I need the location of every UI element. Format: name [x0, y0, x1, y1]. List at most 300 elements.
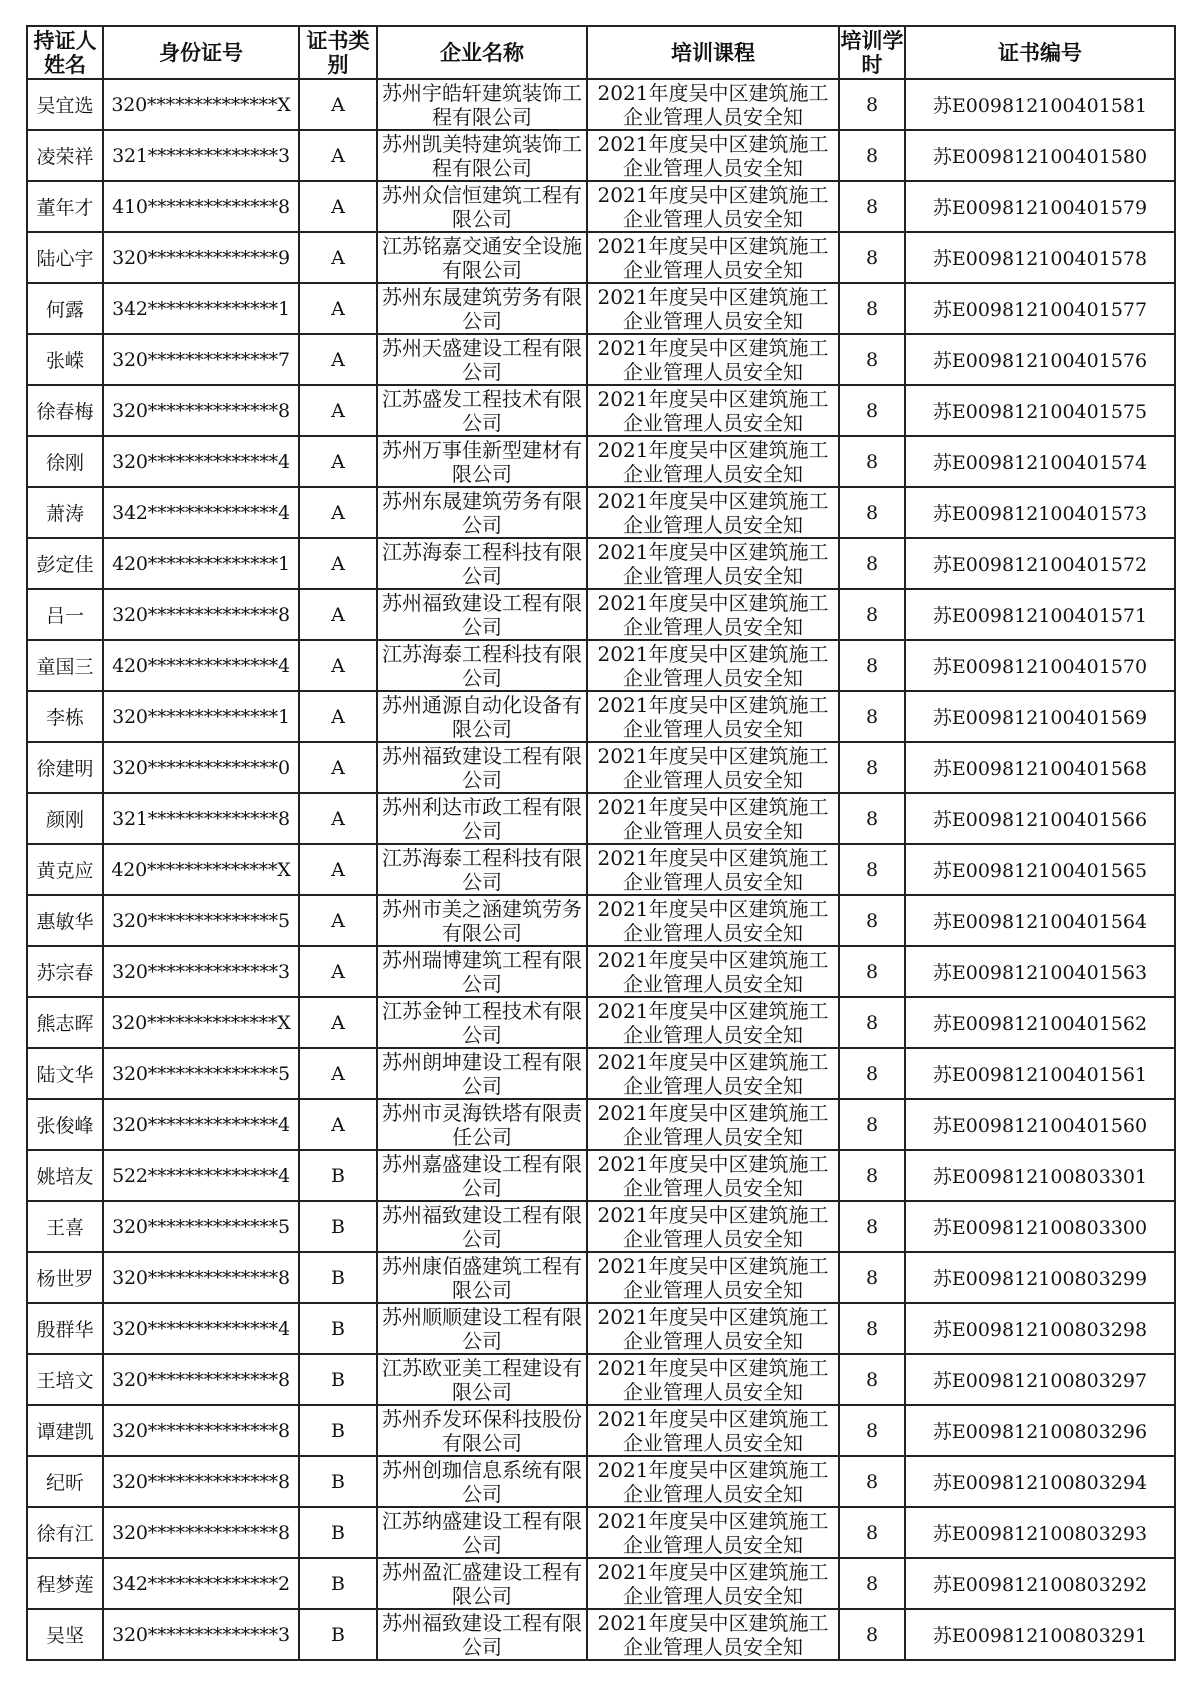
- cert-no-cell: 苏E009812100401562: [905, 997, 1175, 1048]
- cert-no-cell: 苏E009812100401569: [905, 691, 1175, 742]
- company-cell-text: 苏州顺顺建设工程有限公司: [382, 1305, 582, 1353]
- course-cell: [587, 436, 839, 487]
- company-cell: [377, 844, 587, 895]
- holder-name-cell: 吴坚: [27, 1609, 103, 1660]
- cert-type-cell: B: [299, 1252, 377, 1303]
- course-cell-text: 2021年度吴中区建筑施工企业管理人员安全知: [597, 1050, 829, 1098]
- company-cell: [377, 691, 587, 742]
- id-number-cell: 321**************8: [103, 793, 299, 844]
- course-cell-text: 2021年度吴中区建筑施工企业管理人员安全知: [597, 591, 829, 639]
- cert-no-cell: 苏E009812100803296: [905, 1405, 1175, 1456]
- cert-type-cell: A: [299, 334, 377, 385]
- company-cell-text: 苏州天盛建设工程有限公司: [382, 336, 582, 384]
- course-cell-text: 2021年度吴中区建筑施工企业管理人员安全知: [597, 693, 829, 741]
- company-cell: [377, 1507, 587, 1558]
- course-cell-text: 2021年度吴中区建筑施工企业管理人员安全知: [597, 540, 829, 588]
- id-number-cell: 420**************X: [103, 844, 299, 895]
- course-cell-text: 2021年度吴中区建筑施工企业管理人员安全知: [597, 846, 829, 894]
- id-number-cell: 320**************3: [103, 1609, 299, 1660]
- table-row: [27, 1354, 1175, 1405]
- cert-type-cell: A: [299, 640, 377, 691]
- company-cell-text: 江苏纳盛建设工程有限公司: [382, 1509, 582, 1557]
- company-cell-text: 苏州嘉盛建设工程有限公司: [382, 1152, 582, 1200]
- hours-cell: 8: [839, 385, 905, 436]
- table-row: [27, 487, 1175, 538]
- holder-name-cell: 徐建明: [27, 742, 103, 793]
- course-cell-text: 2021年度吴中区建筑施工企业管理人员安全知: [597, 1611, 829, 1659]
- course-cell: [587, 589, 839, 640]
- holder-name-cell: 徐春梅: [27, 385, 103, 436]
- course-cell: [587, 793, 839, 844]
- course-cell: [587, 1354, 839, 1405]
- hours-cell: 8: [839, 79, 905, 130]
- cert-no-cell: 苏E009812100401571: [905, 589, 1175, 640]
- id-number-cell: 320**************5: [103, 1048, 299, 1099]
- table-row: [27, 1201, 1175, 1252]
- cert-no-cell: 苏E009812100401572: [905, 538, 1175, 589]
- course-cell-text: 2021年度吴中区建筑施工企业管理人员安全知: [597, 1509, 829, 1557]
- cert-no-cell: 苏E009812100803301: [905, 1150, 1175, 1201]
- cert-no-cell: 苏E009812100401563: [905, 946, 1175, 997]
- table-row: [27, 1048, 1175, 1099]
- course-cell: [587, 1150, 839, 1201]
- cert-no-cell: 苏E009812100803294: [905, 1456, 1175, 1507]
- course-cell: [587, 79, 839, 130]
- id-number-cell: 320**************5: [103, 1201, 299, 1252]
- cert-type-cell: A: [299, 946, 377, 997]
- company-cell: [377, 895, 587, 946]
- course-cell: [587, 385, 839, 436]
- course-cell: [587, 1048, 839, 1099]
- holder-name-cell: 熊志晖: [27, 997, 103, 1048]
- id-number-cell: 320**************1: [103, 691, 299, 742]
- cert-type-cell: B: [299, 1150, 377, 1201]
- cert-type-cell: B: [299, 1507, 377, 1558]
- cert-type-cell: A: [299, 283, 377, 334]
- cert-type-cell: B: [299, 1201, 377, 1252]
- id-number-cell: 320**************7: [103, 334, 299, 385]
- course-cell: [587, 844, 839, 895]
- company-cell-text: 苏州万事佳新型建材有限公司: [382, 438, 582, 486]
- cert-type-cell: B: [299, 1558, 377, 1609]
- company-cell-text: 苏州通源自动化设备有限公司: [382, 693, 582, 741]
- company-cell-text: 江苏铭嘉交通安全设施有限公司: [382, 234, 582, 282]
- cert-type-cell: A: [299, 538, 377, 589]
- table-row: [27, 1609, 1175, 1660]
- table-row: [27, 181, 1175, 232]
- cert-no-cell: 苏E009812100401564: [905, 895, 1175, 946]
- id-number-cell: 320**************4: [103, 1303, 299, 1354]
- cert-no-cell: 苏E009812100803298: [905, 1303, 1175, 1354]
- hours-cell: 8: [839, 895, 905, 946]
- header-course: 培训课程: [587, 26, 839, 79]
- table-row: [27, 232, 1175, 283]
- hours-cell: 8: [839, 1099, 905, 1150]
- company-cell-text: 江苏欧亚美工程建设有限公司: [382, 1356, 582, 1404]
- table-row: [27, 436, 1175, 487]
- company-cell-text: 苏州福致建设工程有限公司: [382, 744, 582, 792]
- course-cell-text: 2021年度吴中区建筑施工企业管理人员安全知: [597, 642, 829, 690]
- holder-name-cell: 颜刚: [27, 793, 103, 844]
- holder-name-cell: 纪昕: [27, 1456, 103, 1507]
- cert-no-cell: 苏E009812100803300: [905, 1201, 1175, 1252]
- cert-no-cell: 苏E009812100401577: [905, 283, 1175, 334]
- company-cell: [377, 1048, 587, 1099]
- course-cell-text: 2021年度吴中区建筑施工企业管理人员安全知: [597, 285, 829, 333]
- company-cell: [377, 997, 587, 1048]
- id-number-cell: 320**************4: [103, 1099, 299, 1150]
- holder-name-cell: 徐刚: [27, 436, 103, 487]
- company-cell-text: 苏州福致建设工程有限公司: [382, 1203, 582, 1251]
- company-cell-text: 苏州福致建设工程有限公司: [382, 591, 582, 639]
- company-cell: [377, 1609, 587, 1660]
- course-cell-text: 2021年度吴中区建筑施工企业管理人员安全知: [597, 1203, 829, 1251]
- id-number-cell: 420**************4: [103, 640, 299, 691]
- hours-cell: 8: [839, 1405, 905, 1456]
- hours-cell: 8: [839, 742, 905, 793]
- cert-no-cell: 苏E009812100401579: [905, 181, 1175, 232]
- course-cell: [587, 283, 839, 334]
- hours-cell: 8: [839, 1201, 905, 1252]
- company-cell-text: 苏州乔发环保科技股份有限公司: [382, 1407, 582, 1455]
- holder-name-cell: 张嵘: [27, 334, 103, 385]
- cert-no-cell: 苏E009812100803291: [905, 1609, 1175, 1660]
- cert-no-cell: 苏E009812100803292: [905, 1558, 1175, 1609]
- table-row: [27, 1507, 1175, 1558]
- company-cell-text: 苏州众信恒建筑工程有限公司: [382, 183, 582, 231]
- course-cell-text: 2021年度吴中区建筑施工企业管理人员安全知: [597, 489, 829, 537]
- cert-no-cell: 苏E009812100401581: [905, 79, 1175, 130]
- id-number-cell: 320**************X: [103, 997, 299, 1048]
- course-cell: [587, 1507, 839, 1558]
- course-cell: [587, 946, 839, 997]
- course-cell-text: 2021年度吴中区建筑施工企业管理人员安全知: [597, 999, 829, 1047]
- holder-name-cell: 陆文华: [27, 1048, 103, 1099]
- holder-name-cell: 程梦莲: [27, 1558, 103, 1609]
- holder-name-cell: 张俊峰: [27, 1099, 103, 1150]
- company-cell-text: 苏州盈汇盛建设工程有限公司: [382, 1560, 582, 1608]
- table-row: [27, 793, 1175, 844]
- course-cell-text: 2021年度吴中区建筑施工企业管理人员安全知: [597, 1356, 829, 1404]
- course-cell-text: 2021年度吴中区建筑施工企业管理人员安全知: [597, 795, 829, 843]
- cert-no-cell: 苏E009812100401576: [905, 334, 1175, 385]
- course-cell-text: 2021年度吴中区建筑施工企业管理人员安全知: [597, 744, 829, 792]
- header-company: 企业名称: [377, 26, 587, 79]
- cert-type-cell: A: [299, 742, 377, 793]
- hours-cell: 8: [839, 538, 905, 589]
- hours-cell: 8: [839, 793, 905, 844]
- id-number-cell: 320**************4: [103, 436, 299, 487]
- company-cell: [377, 589, 587, 640]
- course-cell: [587, 1456, 839, 1507]
- hours-cell: 8: [839, 691, 905, 742]
- id-number-cell: 320**************9: [103, 232, 299, 283]
- cert-type-cell: B: [299, 1405, 377, 1456]
- course-cell-text: 2021年度吴中区建筑施工企业管理人员安全知: [597, 438, 829, 486]
- course-cell: [587, 1099, 839, 1150]
- company-cell: [377, 1150, 587, 1201]
- course-cell-text: 2021年度吴中区建筑施工企业管理人员安全知: [597, 234, 829, 282]
- table-row: [27, 1150, 1175, 1201]
- id-number-cell: 522**************4: [103, 1150, 299, 1201]
- company-cell: [377, 283, 587, 334]
- hours-cell: 8: [839, 283, 905, 334]
- cert-type-cell: A: [299, 895, 377, 946]
- course-cell-text: 2021年度吴中区建筑施工企业管理人员安全知: [597, 897, 829, 945]
- holder-name-cell: 吕一: [27, 589, 103, 640]
- course-cell: [587, 232, 839, 283]
- id-number-cell: 410**************8: [103, 181, 299, 232]
- course-cell: [587, 1558, 839, 1609]
- course-cell: [587, 1201, 839, 1252]
- table-row: [27, 946, 1175, 997]
- id-number-cell: 320**************8: [103, 1354, 299, 1405]
- table-row: [27, 1303, 1175, 1354]
- course-cell-text: 2021年度吴中区建筑施工企业管理人员安全知: [597, 387, 829, 435]
- header-cert-no: 证书编号: [905, 26, 1175, 79]
- company-cell-text: 江苏海泰工程科技有限公司: [382, 540, 582, 588]
- course-cell-text: 2021年度吴中区建筑施工企业管理人员安全知: [597, 132, 829, 180]
- table-row: [27, 589, 1175, 640]
- holder-name-cell: 殷群华: [27, 1303, 103, 1354]
- company-cell: [377, 1252, 587, 1303]
- course-cell: [587, 742, 839, 793]
- holder-name-cell: 王培文: [27, 1354, 103, 1405]
- company-cell: [377, 1354, 587, 1405]
- hours-cell: 8: [839, 1048, 905, 1099]
- course-cell-text: 2021年度吴中区建筑施工企业管理人员安全知: [597, 1101, 829, 1149]
- holder-name-cell: 萧涛: [27, 487, 103, 538]
- course-cell: [587, 1303, 839, 1354]
- company-cell: [377, 793, 587, 844]
- course-cell: [587, 640, 839, 691]
- holder-name-cell: 苏宗春: [27, 946, 103, 997]
- hours-cell: 8: [839, 487, 905, 538]
- company-cell: [377, 181, 587, 232]
- id-number-cell: 320**************5: [103, 895, 299, 946]
- header-hours: 培训学时: [839, 26, 905, 79]
- holder-name-cell: 吴宜选: [27, 79, 103, 130]
- id-number-cell: 321**************3: [103, 130, 299, 181]
- company-cell-text: 苏州福致建设工程有限公司: [382, 1611, 582, 1659]
- company-cell-text: 江苏海泰工程科技有限公司: [382, 846, 582, 894]
- cert-type-cell: B: [299, 1354, 377, 1405]
- company-cell-text: 苏州创珈信息系统有限公司: [382, 1458, 582, 1506]
- id-number-cell: 320**************8: [103, 1507, 299, 1558]
- cert-type-cell: B: [299, 1303, 377, 1354]
- cert-type-cell: A: [299, 79, 377, 130]
- id-number-cell: 342**************4: [103, 487, 299, 538]
- cert-no-cell: 苏E009812100401561: [905, 1048, 1175, 1099]
- course-cell-text: 2021年度吴中区建筑施工企业管理人员安全知: [597, 948, 829, 996]
- cert-no-cell: 苏E009812100401565: [905, 844, 1175, 895]
- table-row: [27, 1558, 1175, 1609]
- holder-name-cell: 彭定佳: [27, 538, 103, 589]
- table-row: [27, 130, 1175, 181]
- holder-name-cell: 董年才: [27, 181, 103, 232]
- id-number-cell: 420**************1: [103, 538, 299, 589]
- company-cell-text: 苏州瑞博建筑工程有限公司: [382, 948, 582, 996]
- cert-no-cell: 苏E009812100401568: [905, 742, 1175, 793]
- cert-type-cell: A: [299, 232, 377, 283]
- holder-name-cell: 王喜: [27, 1201, 103, 1252]
- hours-cell: 8: [839, 844, 905, 895]
- holder-name-cell: 徐有江: [27, 1507, 103, 1558]
- company-cell: [377, 232, 587, 283]
- company-cell: [377, 742, 587, 793]
- cert-type-cell: A: [299, 487, 377, 538]
- hours-cell: 8: [839, 1150, 905, 1201]
- course-cell: [587, 334, 839, 385]
- hours-cell: 8: [839, 1507, 905, 1558]
- company-cell-text: 江苏金钟工程技术有限公司: [382, 999, 582, 1047]
- certificate-roster-table: [26, 25, 1176, 1661]
- holder-name-cell: 谭建凯: [27, 1405, 103, 1456]
- hours-cell: 8: [839, 1609, 905, 1660]
- cert-type-cell: A: [299, 997, 377, 1048]
- cert-no-cell: 苏E009812100401573: [905, 487, 1175, 538]
- table-row: [27, 1099, 1175, 1150]
- header-cert-type: 证书类别: [299, 26, 377, 79]
- cert-no-cell: 苏E009812100803299: [905, 1252, 1175, 1303]
- id-number-cell: 320**************8: [103, 589, 299, 640]
- id-number-cell: 320**************8: [103, 385, 299, 436]
- course-cell: [587, 181, 839, 232]
- company-cell: [377, 79, 587, 130]
- course-cell-text: 2021年度吴中区建筑施工企业管理人员安全知: [597, 1254, 829, 1302]
- cert-type-cell: A: [299, 385, 377, 436]
- hours-cell: 8: [839, 232, 905, 283]
- cert-type-cell: B: [299, 1456, 377, 1507]
- company-cell-text: 苏州利达市政工程有限公司: [382, 795, 582, 843]
- company-cell: [377, 538, 587, 589]
- company-cell: [377, 334, 587, 385]
- company-cell: [377, 1303, 587, 1354]
- cert-type-cell: A: [299, 844, 377, 895]
- holder-name-cell: 杨世罗: [27, 1252, 103, 1303]
- holder-name-cell: 陆心宇: [27, 232, 103, 283]
- table-row: [27, 1252, 1175, 1303]
- id-number-cell: 320**************X: [103, 79, 299, 130]
- cert-no-cell: 苏E009812100401566: [905, 793, 1175, 844]
- hours-cell: 8: [839, 997, 905, 1048]
- cert-type-cell: A: [299, 1048, 377, 1099]
- id-number-cell: 320**************8: [103, 1456, 299, 1507]
- course-cell-text: 2021年度吴中区建筑施工企业管理人员安全知: [597, 1407, 829, 1455]
- hours-cell: 8: [839, 436, 905, 487]
- cert-no-cell: 苏E009812100803297: [905, 1354, 1175, 1405]
- course-cell: [587, 895, 839, 946]
- id-number-cell: 342**************2: [103, 1558, 299, 1609]
- course-cell: [587, 691, 839, 742]
- table-row: [27, 385, 1175, 436]
- course-cell-text: 2021年度吴中区建筑施工企业管理人员安全知: [597, 1560, 829, 1608]
- hours-cell: 8: [839, 1252, 905, 1303]
- holder-name-cell: 何露: [27, 283, 103, 334]
- cert-type-cell: A: [299, 691, 377, 742]
- course-cell: [587, 130, 839, 181]
- table-row: [27, 538, 1175, 589]
- course-cell-text: 2021年度吴中区建筑施工企业管理人员安全知: [597, 1305, 829, 1353]
- cert-no-cell: 苏E009812100401578: [905, 232, 1175, 283]
- table-row: [27, 283, 1175, 334]
- header-row: [27, 26, 1175, 79]
- table-row: [27, 691, 1175, 742]
- course-cell-text: 2021年度吴中区建筑施工企业管理人员安全知: [597, 183, 829, 231]
- cert-no-cell: 苏E009812100803293: [905, 1507, 1175, 1558]
- company-cell-text: 苏州市美之涵建筑劳务有限公司: [382, 897, 582, 945]
- id-number-cell: 342**************1: [103, 283, 299, 334]
- company-cell: [377, 130, 587, 181]
- table-row: [27, 334, 1175, 385]
- company-cell: [377, 1456, 587, 1507]
- course-cell: [587, 1609, 839, 1660]
- header-id-number: 身份证号: [103, 26, 299, 79]
- course-cell: [587, 1405, 839, 1456]
- hours-cell: 8: [839, 130, 905, 181]
- company-cell: [377, 1099, 587, 1150]
- cert-no-cell: 苏E009812100401574: [905, 436, 1175, 487]
- company-cell-text: 苏州宇皓轩建筑装饰工程有限公司: [382, 81, 582, 129]
- company-cell-text: 江苏盛发工程技术有限公司: [382, 387, 582, 435]
- course-cell: [587, 1252, 839, 1303]
- company-cell-text: 苏州市灵海铁塔有限责任公司: [382, 1101, 582, 1149]
- company-cell-text: 江苏海泰工程科技有限公司: [382, 642, 582, 690]
- company-cell: [377, 1405, 587, 1456]
- company-cell-text: 苏州朗坤建设工程有限公司: [382, 1050, 582, 1098]
- course-cell: [587, 487, 839, 538]
- cert-type-cell: A: [299, 1099, 377, 1150]
- holder-name-cell: 凌荣祥: [27, 130, 103, 181]
- cert-no-cell: 苏E009812100401570: [905, 640, 1175, 691]
- company-cell: [377, 487, 587, 538]
- company-cell: [377, 385, 587, 436]
- hours-cell: 8: [839, 640, 905, 691]
- cert-type-cell: A: [299, 589, 377, 640]
- hours-cell: 8: [839, 181, 905, 232]
- company-cell: [377, 640, 587, 691]
- cert-no-cell: 苏E009812100401580: [905, 130, 1175, 181]
- course-cell-text: 2021年度吴中区建筑施工企业管理人员安全知: [597, 81, 829, 129]
- hours-cell: 8: [839, 1456, 905, 1507]
- hours-cell: 8: [839, 1558, 905, 1609]
- cert-type-cell: A: [299, 436, 377, 487]
- id-number-cell: 320**************8: [103, 1405, 299, 1456]
- holder-name-cell: 惠敏华: [27, 895, 103, 946]
- cert-type-cell: A: [299, 181, 377, 232]
- id-number-cell: 320**************8: [103, 1252, 299, 1303]
- cert-no-cell: 苏E009812100401560: [905, 1099, 1175, 1150]
- hours-cell: 8: [839, 1303, 905, 1354]
- course-cell-text: 2021年度吴中区建筑施工企业管理人员安全知: [597, 1458, 829, 1506]
- company-cell-text: 苏州康佰盛建筑工程有限公司: [382, 1254, 582, 1302]
- holder-name-cell: 童国三: [27, 640, 103, 691]
- table-row: [27, 844, 1175, 895]
- table-row: [27, 1456, 1175, 1507]
- company-cell-text: 苏州东晟建筑劳务有限公司: [382, 489, 582, 537]
- table-row: [27, 640, 1175, 691]
- cert-type-cell: A: [299, 793, 377, 844]
- company-cell: [377, 1201, 587, 1252]
- company-cell-text: 苏州东晟建筑劳务有限公司: [382, 285, 582, 333]
- cert-type-cell: A: [299, 130, 377, 181]
- company-cell: [377, 436, 587, 487]
- cert-type-cell: B: [299, 1609, 377, 1660]
- company-cell: [377, 1558, 587, 1609]
- id-number-cell: 320**************3: [103, 946, 299, 997]
- course-cell: [587, 538, 839, 589]
- hours-cell: 8: [839, 589, 905, 640]
